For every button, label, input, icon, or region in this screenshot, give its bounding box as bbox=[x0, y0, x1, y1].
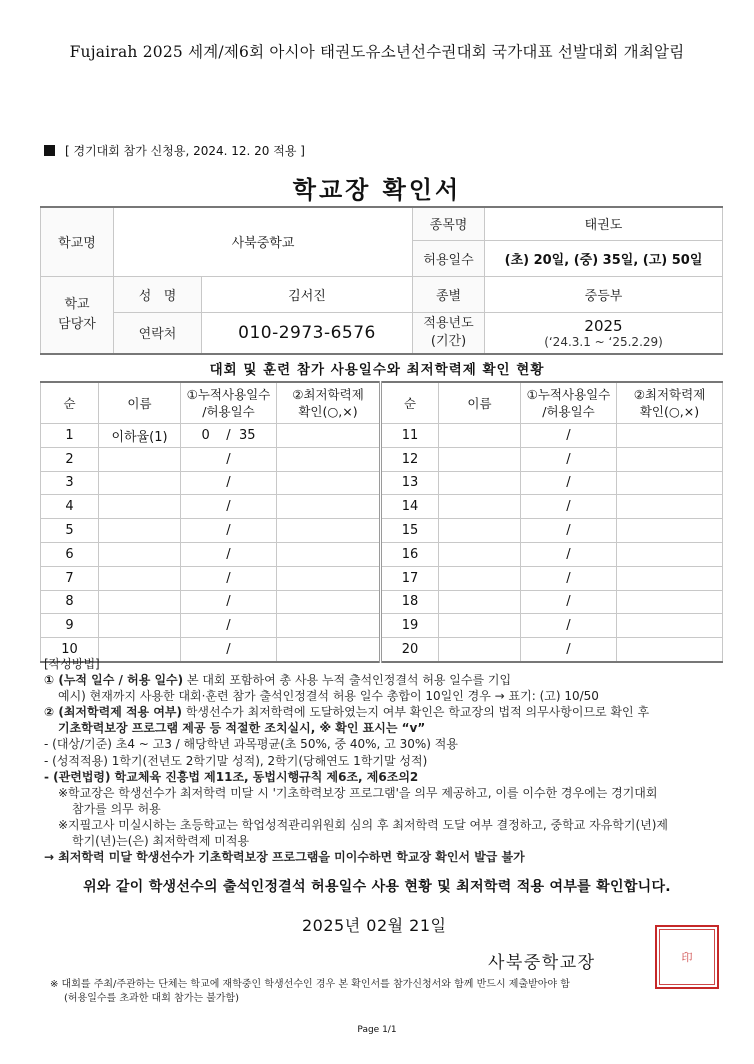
year-value: 2025 bbox=[584, 316, 623, 335]
col-header-days: ①누적사용일수 /허용일수 bbox=[181, 382, 277, 424]
square-bullet-icon bbox=[44, 145, 55, 156]
row-no: 12 bbox=[381, 447, 439, 471]
contact-label: 연락처 bbox=[114, 312, 202, 354]
application-note-text: [ 경기대회 참가 신청용, 2024. 12. 20 적용 ] bbox=[65, 144, 305, 158]
row-no: 1 bbox=[41, 424, 99, 448]
row-no: 3 bbox=[41, 471, 99, 495]
row-days: / bbox=[181, 542, 277, 566]
col-header-days-right: ①누적사용일수 /허용일수 bbox=[521, 382, 617, 424]
table-row bbox=[41, 424, 723, 448]
event-value: 태권도 bbox=[485, 207, 723, 240]
row-no: 20 bbox=[381, 638, 439, 662]
instruction-line: ① (누적 일수 / 허용 일수) 본 대회 포함하여 총 사용 누적 출석인정결석 허용 일수를 기입 bbox=[44, 673, 512, 688]
table-row bbox=[41, 542, 723, 566]
row-no: 5 bbox=[41, 519, 99, 543]
row-name bbox=[439, 471, 521, 495]
row-name bbox=[99, 447, 181, 471]
instructions-heading: [작성방법] bbox=[44, 657, 100, 671]
row-days: / bbox=[181, 638, 277, 662]
row-no: 9 bbox=[41, 614, 99, 638]
row-days: / bbox=[181, 614, 277, 638]
row-days: / bbox=[521, 519, 617, 543]
row-min bbox=[277, 614, 381, 638]
instruction-line: - (성적적용) 1학기(전년도 2학기말 성적), 2학기(당해연도 1학기말 성적) bbox=[44, 753, 428, 768]
instruction-line: ② (최저학력제 적용 여부) 학생선수가 최저학력에 도달하였는지 여부 확인은 학교장의 법적 의무사항이므로 확인 후 bbox=[44, 705, 650, 720]
row-days: / bbox=[181, 495, 277, 519]
section-title: 대회 및 훈련 참가 사용일수와 최저학력제 확인 현황 bbox=[209, 362, 545, 378]
usage-table-header bbox=[41, 382, 723, 424]
row-name bbox=[439, 590, 521, 614]
footnote-line: (허용일수를 초과한 대회 참가는 불가함) bbox=[64, 993, 240, 1004]
col-header-no: 순 bbox=[41, 382, 99, 424]
row-min bbox=[277, 542, 381, 566]
row-min bbox=[617, 566, 723, 590]
row-no: 6 bbox=[41, 542, 99, 566]
row-min bbox=[617, 447, 723, 471]
row-name bbox=[439, 495, 521, 519]
row-min bbox=[277, 471, 381, 495]
usage-table bbox=[40, 381, 723, 663]
row-no: 4 bbox=[41, 495, 99, 519]
row-min bbox=[277, 424, 381, 448]
name-label: 성 명 bbox=[114, 276, 202, 312]
table-row bbox=[41, 471, 723, 495]
row-name bbox=[99, 566, 181, 590]
col-header-no-right: 순 bbox=[381, 382, 439, 424]
table-row bbox=[41, 447, 723, 471]
row-min bbox=[617, 614, 723, 638]
instruction-line: 예시) 현재까지 사용한 대회·훈련 참가 출석인정결석 허용 일수 총합이 10일인 경우 → 표기: (고) 10/50 bbox=[58, 689, 599, 704]
row-name bbox=[99, 542, 181, 566]
row-days: / bbox=[521, 542, 617, 566]
table-row bbox=[41, 566, 723, 590]
row-min bbox=[277, 519, 381, 543]
instruction-line: 참가를 의무 허용 bbox=[72, 801, 161, 816]
row-no: 7 bbox=[41, 566, 99, 590]
row-min bbox=[277, 447, 381, 471]
row-name: 이하율(1) bbox=[99, 424, 181, 448]
year-period: (‘24.3.1 ~ ‘25.2.29) bbox=[544, 334, 663, 349]
row-days: / bbox=[521, 447, 617, 471]
instruction-line: ※지필고사 미실시하는 초등학교는 학업성적관리위원회 심의 후 최저학력 도달 여부 결정하고, 중학교 자유학기(년)제 bbox=[58, 817, 669, 832]
row-min bbox=[277, 566, 381, 590]
row-name bbox=[99, 590, 181, 614]
row-days: / bbox=[521, 638, 617, 662]
school-info-table bbox=[40, 206, 723, 355]
allowed-days-value: (초) 20일, (중) 35일, (고) 50일 bbox=[485, 240, 723, 276]
row-name bbox=[99, 471, 181, 495]
row-days: / bbox=[181, 447, 277, 471]
col-header-name: 이름 bbox=[99, 382, 181, 424]
school-label: 학교명 bbox=[41, 207, 114, 276]
instruction-line: - (관련법령) 학교체육 진흥법 제11조, 동법시행규칙 제6조, 제6조의2 bbox=[44, 769, 419, 784]
row-days: / bbox=[181, 566, 277, 590]
row-no: 18 bbox=[381, 590, 439, 614]
year-cell bbox=[485, 312, 723, 354]
table-row bbox=[41, 614, 723, 638]
row-min bbox=[617, 590, 723, 614]
row-name bbox=[439, 614, 521, 638]
table-row bbox=[41, 590, 723, 614]
row-name bbox=[99, 614, 181, 638]
row-name bbox=[439, 519, 521, 543]
school-value: 사북중학교 bbox=[114, 207, 413, 276]
row-name bbox=[439, 447, 521, 471]
row-no: 10 bbox=[41, 638, 99, 662]
row-days: / bbox=[521, 590, 617, 614]
row-min bbox=[617, 542, 723, 566]
row-days: 0 / 35 bbox=[181, 424, 277, 448]
instruction-line: - (대상/기준) 초4 ~ 고3 / 해당학년 과목평균(초 50%, 중 40%, 고 30%) 적용 bbox=[44, 737, 458, 752]
row-min bbox=[617, 424, 723, 448]
row-name bbox=[99, 495, 181, 519]
confirmation-statement: 위와 같이 학생선수의 출석인정결석 허용일수 사용 현황 및 최저학력 적용 여부를 확인합니다. bbox=[83, 879, 671, 895]
seal-icon: 印 bbox=[659, 929, 715, 985]
year-label: 적용년도 (기간) bbox=[413, 312, 485, 354]
row-days: / bbox=[521, 614, 617, 638]
row-name bbox=[439, 424, 521, 448]
row-days: / bbox=[521, 566, 617, 590]
category-label: 종별 bbox=[413, 276, 485, 312]
allowed-days-label: 허용일수 bbox=[413, 240, 485, 276]
row-no: 8 bbox=[41, 590, 99, 614]
row-min bbox=[617, 495, 723, 519]
table-row bbox=[41, 495, 723, 519]
principal-signature: 사북중학교장 bbox=[488, 953, 596, 973]
row-no: 13 bbox=[381, 471, 439, 495]
col-header-min: ②최저학력제 확인(○,×) bbox=[277, 382, 381, 424]
row-days: / bbox=[521, 424, 617, 448]
row-name bbox=[439, 566, 521, 590]
row-min bbox=[277, 590, 381, 614]
application-note bbox=[44, 142, 305, 159]
footnote-line: ※ 대회를 주최/주관하는 단체는 학교에 재학중인 학생선수인 경우 본 확인서를 참가신청서와 함께 반드시 제출받아야 함 bbox=[50, 979, 570, 990]
manager-label: 학교 담당자 bbox=[41, 276, 114, 354]
manager-name-value: 김서진 bbox=[202, 276, 413, 312]
col-header-name-right: 이름 bbox=[439, 382, 521, 424]
row-days: / bbox=[521, 471, 617, 495]
row-min bbox=[277, 495, 381, 519]
announcement-title: Fujairah 2025 세계/제6회 아시아 태권도유소년선수권대회 국가대표 선발대회 개최알림 bbox=[69, 43, 685, 61]
row-no: 15 bbox=[381, 519, 439, 543]
event-label: 종목명 bbox=[413, 207, 485, 240]
row-days: / bbox=[181, 590, 277, 614]
instruction-line: 기초학력보장 프로그램 제공 등 적절한 조치실시, ※ 확인 표시는 “v” bbox=[58, 721, 426, 736]
row-no: 14 bbox=[381, 495, 439, 519]
page-number: Page 1/1 bbox=[357, 1025, 397, 1035]
row-no: 11 bbox=[381, 424, 439, 448]
row-days: / bbox=[521, 495, 617, 519]
col-header-min-right: ②최저학력제 확인(○,×) bbox=[617, 382, 723, 424]
instruction-line: ※학교장은 학생선수가 최저학력 미달 시 '기초학력보장 프로그램'을 의무 제공하고, 이를 이수한 경우에는 경기대회 bbox=[58, 785, 658, 800]
category-value: 중등부 bbox=[485, 276, 723, 312]
instruction-line: 학기(년)는(은) 최저학력제 미적용 bbox=[72, 834, 250, 849]
row-no: 19 bbox=[381, 614, 439, 638]
contact-value: 010-2973-6576 bbox=[202, 312, 413, 354]
row-no: 17 bbox=[381, 566, 439, 590]
row-no: 16 bbox=[381, 542, 439, 566]
table-row bbox=[41, 519, 723, 543]
issue-date: 2025년 02월 21일 bbox=[302, 916, 447, 935]
document-title: 학교장 확인서 bbox=[292, 176, 462, 204]
row-days: / bbox=[181, 471, 277, 495]
row-name bbox=[99, 519, 181, 543]
row-days: / bbox=[181, 519, 277, 543]
row-min bbox=[617, 519, 723, 543]
instruction-line: → 최저학력 미달 학생선수가 기초학력보장 프로그램을 미이수하면 학교장 확인서 발급 불가 bbox=[44, 850, 525, 865]
instructions bbox=[44, 656, 724, 865]
row-no: 2 bbox=[41, 447, 99, 471]
row-min bbox=[617, 471, 723, 495]
footnote bbox=[50, 978, 720, 1006]
row-name bbox=[439, 542, 521, 566]
